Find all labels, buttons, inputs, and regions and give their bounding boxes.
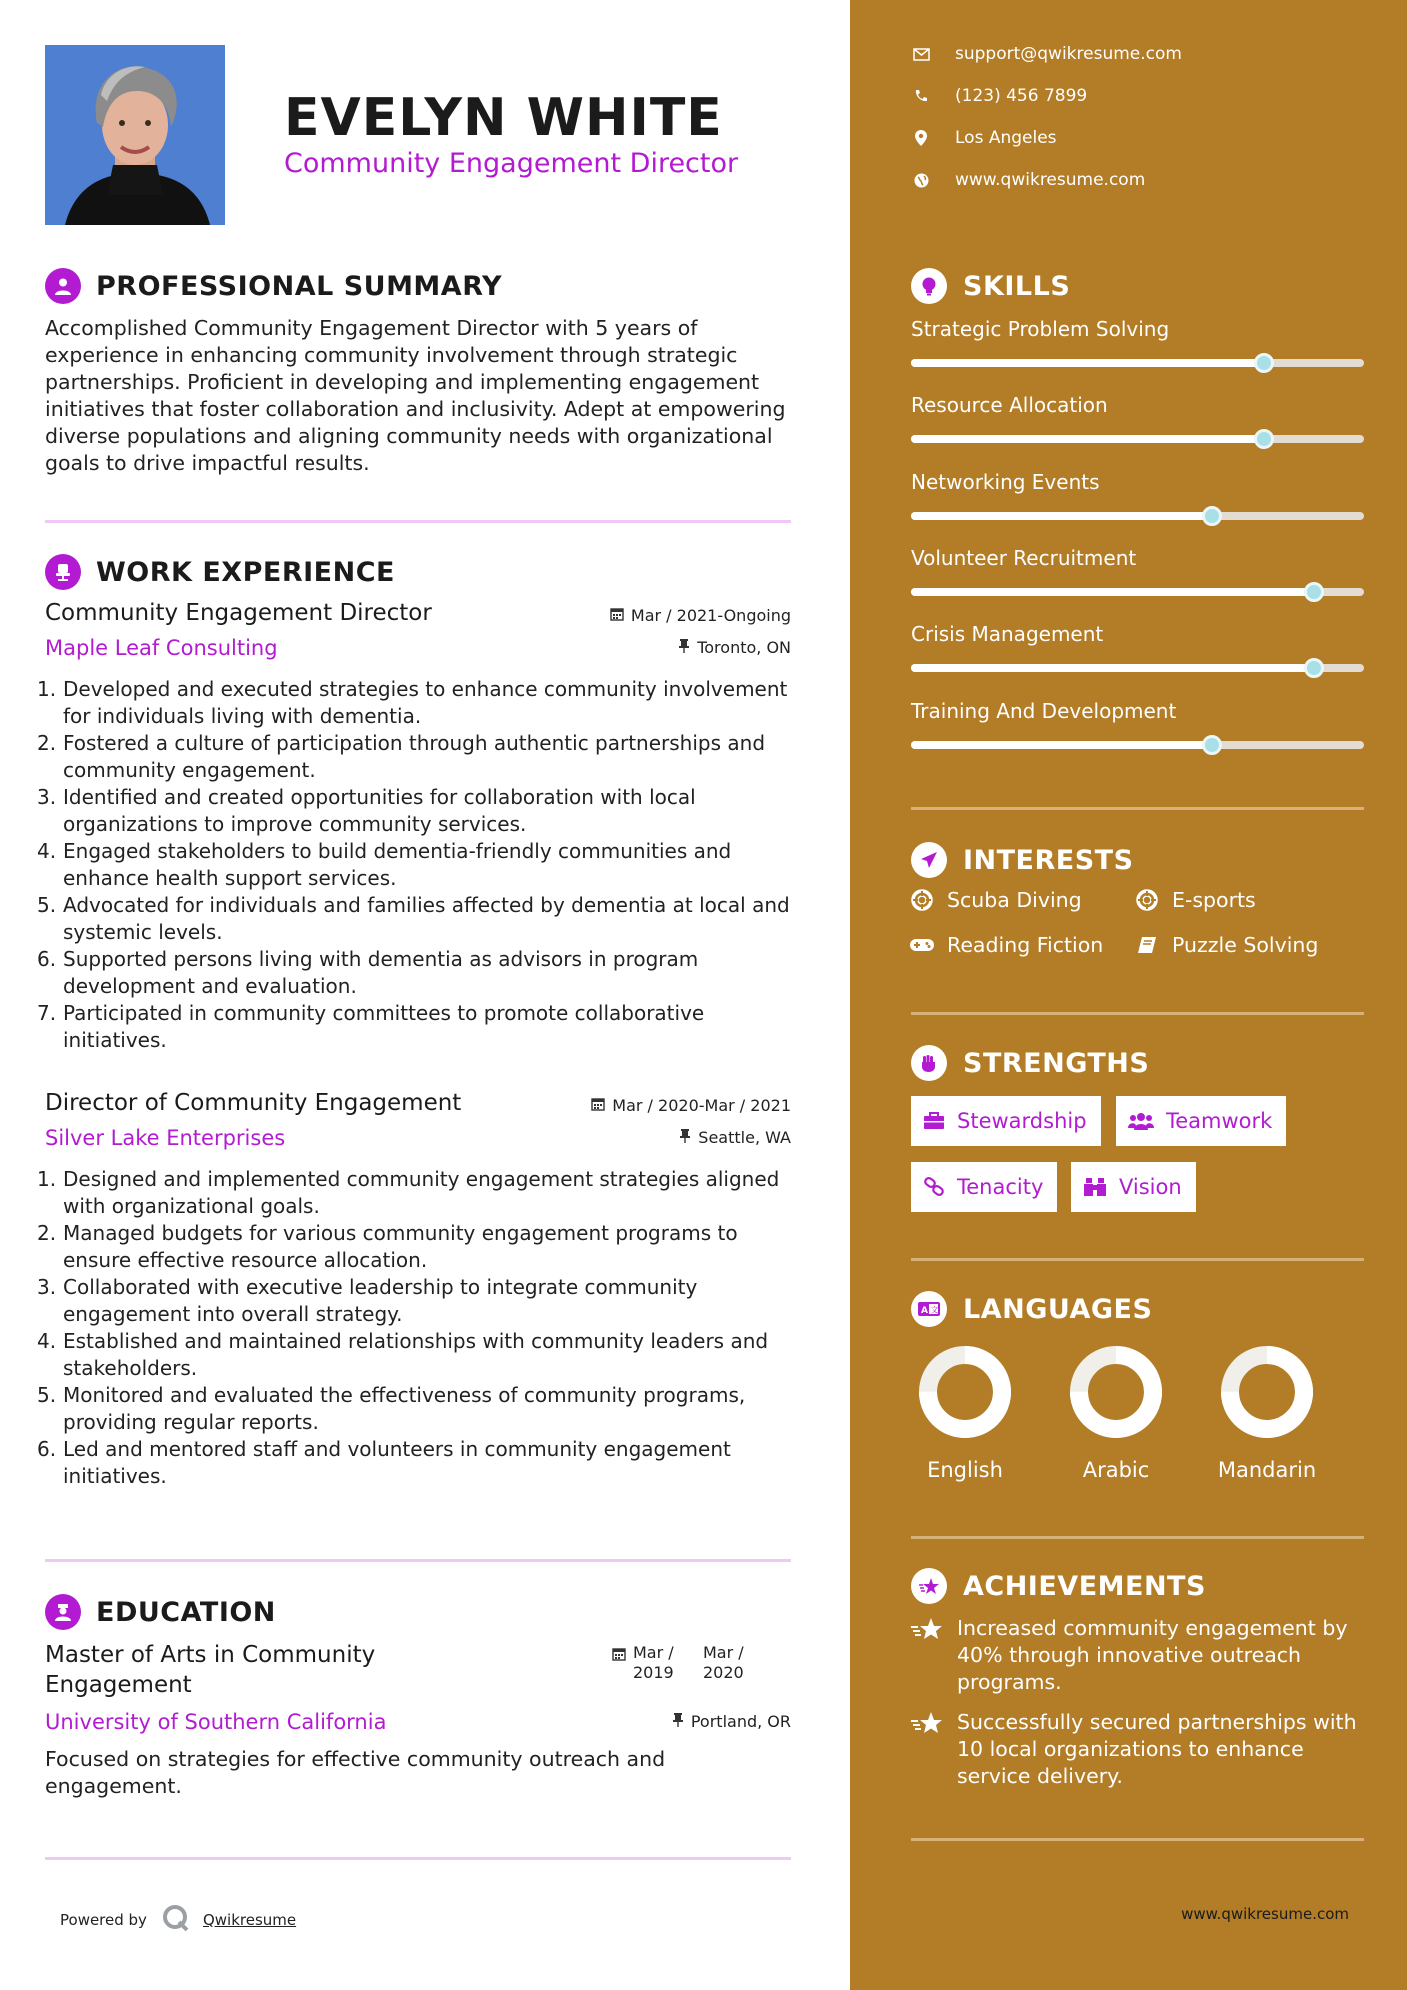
skill-knob — [1304, 582, 1324, 602]
graduate-icon — [45, 1594, 81, 1630]
language-donut — [1219, 1344, 1315, 1440]
list-item: 4. Engaged stakeholders to build dementia-friendly communities and enhance health support services. — [37, 839, 732, 890]
skill-label: Networking Events — [911, 470, 1100, 494]
binoculars-icon — [1083, 1177, 1107, 1197]
education-location: Portland, OR — [672, 1712, 791, 1731]
list-item: 1. Designed and implemented community engagement strategies aligned with organizational goals. — [37, 1167, 780, 1218]
education-entry — [45, 1640, 791, 1798]
profile-photo — [45, 45, 225, 225]
job-role: Director of Community Engagement — [45, 1090, 462, 1116]
interest-item: Scuba Diving — [909, 888, 1082, 912]
section-divider — [45, 1559, 791, 1562]
section-divider — [911, 1012, 1364, 1015]
svg-text:文: 文 — [930, 1305, 939, 1315]
fist-icon — [911, 1045, 947, 1081]
skill-label: Training And Development — [911, 699, 1177, 723]
job-entry — [37, 1090, 791, 1490]
achievements-heading — [911, 1568, 1206, 1604]
skills-heading — [911, 268, 1070, 304]
contact-location: Los Angeles — [911, 128, 1057, 148]
skill-item — [911, 393, 1364, 443]
strength-tag: Vision — [1071, 1162, 1196, 1212]
section-divider — [45, 1857, 791, 1860]
skill-knob — [1254, 353, 1274, 373]
skill-item — [911, 622, 1364, 672]
job-date: Mar / 2021-Ongoing — [610, 606, 791, 625]
shooting-star-icon — [911, 1615, 943, 1645]
candidate-name: EVELYN WHITE — [284, 88, 723, 148]
list-item: 5. Advocated for individuals and families affected by dementia at local and systemic levels. — [37, 893, 790, 944]
job-entry — [37, 600, 791, 1054]
skill-bar — [911, 512, 1364, 520]
contact-phone: (123) 456 7899 — [911, 86, 1087, 106]
skill-knob — [1304, 658, 1324, 678]
translate-icon — [911, 1291, 947, 1327]
interests-heading — [911, 842, 1134, 878]
achievement-text: Increased community engagement by 40% through innovative outreach programs. — [957, 1616, 1348, 1694]
calendar-icon — [612, 1646, 626, 1666]
list-item: 1. Developed and executed strategies to enhance community involvement for individuals living with dementia. — [37, 677, 788, 728]
shooting-star-icon — [911, 1709, 943, 1739]
briefcase-icon — [923, 1112, 945, 1130]
section-divider — [45, 520, 791, 523]
skill-knob — [1202, 506, 1222, 526]
list-item: 2. Managed budgets for various community engagement programs to ensure effective resource allocation. — [37, 1221, 738, 1272]
strength-tag: Teamwork — [1116, 1096, 1286, 1146]
job-role: Community Engagement Director — [45, 600, 432, 626]
link-icon — [923, 1177, 945, 1197]
skill-bar — [911, 359, 1364, 367]
achievement-item — [911, 1709, 1371, 1790]
skill-label: Strategic Problem Solving — [911, 317, 1170, 341]
list-item: 4. Established and maintained relationships with community leaders and stakeholders. — [37, 1329, 769, 1380]
pin-icon — [672, 1712, 684, 1731]
lifebuoy-icon — [1134, 889, 1160, 911]
language-donut — [917, 1344, 1013, 1440]
skill-bar — [911, 664, 1364, 672]
interest-item: Reading Fiction — [909, 933, 1103, 957]
skill-label: Volunteer Recruitment — [911, 546, 1137, 570]
pin-icon — [679, 1128, 691, 1147]
education-start: Mar / 2019 — [633, 1643, 674, 1682]
skill-knob — [1254, 429, 1274, 449]
language-item — [1202, 1344, 1332, 1482]
summary-text: Accomplished Community Engagement Director with 5 years of experience in enhancing community involvement through strategic partnerships. Proficient in developing and implementing engagement initiatives that foster collaboration and inclusivity. Adept at empowering diverse populations and aligning community needs with organizational goals to drive impactful results. — [45, 316, 786, 475]
list-item: 6. Led and mentored staff and volunteers in community engagement initiatives. — [37, 1437, 731, 1488]
education-school: University of Southern California — [45, 1710, 387, 1734]
job-location: Seattle, WA — [679, 1128, 791, 1147]
globe-icon — [911, 173, 931, 188]
skill-item — [911, 317, 1364, 367]
footer-url[interactable]: www.qwikresume.com — [1181, 1905, 1349, 1923]
contact-email: support@qwikresume.com — [911, 44, 1182, 64]
paper-plane-icon — [911, 842, 947, 878]
skill-item — [911, 699, 1364, 749]
lifebuoy-icon — [909, 889, 935, 911]
skill-bar — [911, 435, 1364, 443]
strengths-heading — [911, 1045, 1149, 1081]
skill-label: Resource Allocation — [911, 393, 1108, 417]
education-end: Mar / 2020 — [703, 1643, 744, 1682]
list-item: 3. Identified and created opportunities for collaboration with local organizations to improve community services. — [37, 785, 696, 836]
languages-title: LANGUAGES — [963, 1293, 1153, 1325]
experience-heading — [45, 554, 395, 590]
qwikresume-link[interactable]: Qwikresume — [202, 1911, 297, 1929]
interest-item: E-sports — [1134, 888, 1256, 912]
interest-item: Puzzle Solving — [1134, 933, 1318, 957]
job-company: Silver Lake Enterprises — [45, 1126, 286, 1150]
summary-title: PROFESSIONAL SUMMARY — [96, 270, 503, 302]
list-item: 2. Fostered a culture of participation through authentic partnerships and community engagement. — [37, 731, 766, 782]
summary-heading — [45, 268, 502, 304]
language-name: Arabic — [1082, 1458, 1150, 1482]
strength-tag: Tenacity — [911, 1162, 1057, 1212]
language-name: English — [927, 1458, 1003, 1482]
lightbulb-icon — [911, 268, 947, 304]
language-item — [1051, 1344, 1181, 1482]
language-item — [900, 1344, 1030, 1482]
strengths-title: STRENGTHS — [963, 1047, 1150, 1079]
list-item: 3. Collaborated with executive leadership to integrate community engagement into overall strategy. — [37, 1275, 698, 1326]
pin-icon — [678, 638, 690, 657]
map-marker-icon — [911, 130, 931, 146]
qwikresume-logo-icon — [161, 1903, 191, 1937]
skill-knob — [1202, 735, 1222, 755]
list-item: 5. Monitored and evaluated the effectiveness of community programs, providing regular reports. — [37, 1383, 746, 1434]
list-item: 6. Supported persons living with dementia as advisors in program development and evaluation. — [37, 947, 699, 998]
list-item: 7. Participated in community committees to promote collaborative initiatives. — [37, 1001, 705, 1052]
education-degree: Master of Arts in Community Engagement — [45, 1642, 376, 1698]
users-icon — [1128, 1112, 1154, 1130]
strength-tag: Stewardship — [911, 1096, 1101, 1146]
section-divider — [911, 1258, 1364, 1261]
candidate-title: Community Engagement Director — [284, 148, 739, 179]
skill-bar — [911, 741, 1364, 749]
envelope-icon — [911, 48, 931, 61]
education-dates — [612, 1643, 747, 1683]
interests-title: INTERESTS — [963, 844, 1134, 876]
gamepad-icon — [909, 937, 935, 953]
education-title: EDUCATION — [96, 1596, 276, 1628]
contact-website: www.qwikresume.com — [911, 170, 1145, 190]
skill-bar — [911, 588, 1364, 596]
achievement-text: Successfully secured partnerships with 10 local organizations to enhance service delivery. — [957, 1710, 1357, 1788]
section-divider — [911, 807, 1364, 810]
job-bullets — [37, 676, 791, 1054]
job-location: Toronto, ON — [678, 638, 791, 657]
user-icon — [45, 268, 81, 304]
languages-heading — [911, 1291, 1152, 1327]
education-description: Focused on strategies for effective community outreach and engagement. — [45, 1747, 666, 1798]
skills-title: SKILLS — [963, 270, 1071, 302]
education-heading — [45, 1594, 276, 1630]
section-divider — [911, 1838, 1364, 1841]
language-name: Mandarin — [1217, 1458, 1317, 1482]
skill-item — [911, 546, 1364, 596]
section-divider — [911, 1536, 1364, 1539]
job-company: Maple Leaf Consulting — [45, 636, 278, 660]
book-icon — [1134, 935, 1160, 955]
experience-title: WORK EXPERIENCE — [96, 556, 395, 588]
skill-label: Crisis Management — [911, 622, 1104, 646]
star-icon — [911, 1568, 947, 1604]
sidebar — [850, 0, 1407, 1990]
language-donut — [1068, 1344, 1164, 1440]
office-chair-icon — [45, 554, 81, 590]
svg-text:A: A — [921, 1306, 928, 1316]
phone-icon — [911, 89, 931, 103]
achievement-item — [911, 1615, 1371, 1696]
calendar-icon — [591, 1096, 605, 1115]
job-date: Mar / 2020-Mar / 2021 — [591, 1096, 791, 1115]
job-bullets — [37, 1166, 791, 1490]
calendar-icon — [610, 606, 624, 625]
person-portrait-icon — [45, 45, 225, 225]
skill-item — [911, 470, 1364, 520]
achievements-title: ACHIEVEMENTS — [963, 1570, 1206, 1602]
powered-by: Powered by Qwikresume — [60, 1903, 296, 1937]
